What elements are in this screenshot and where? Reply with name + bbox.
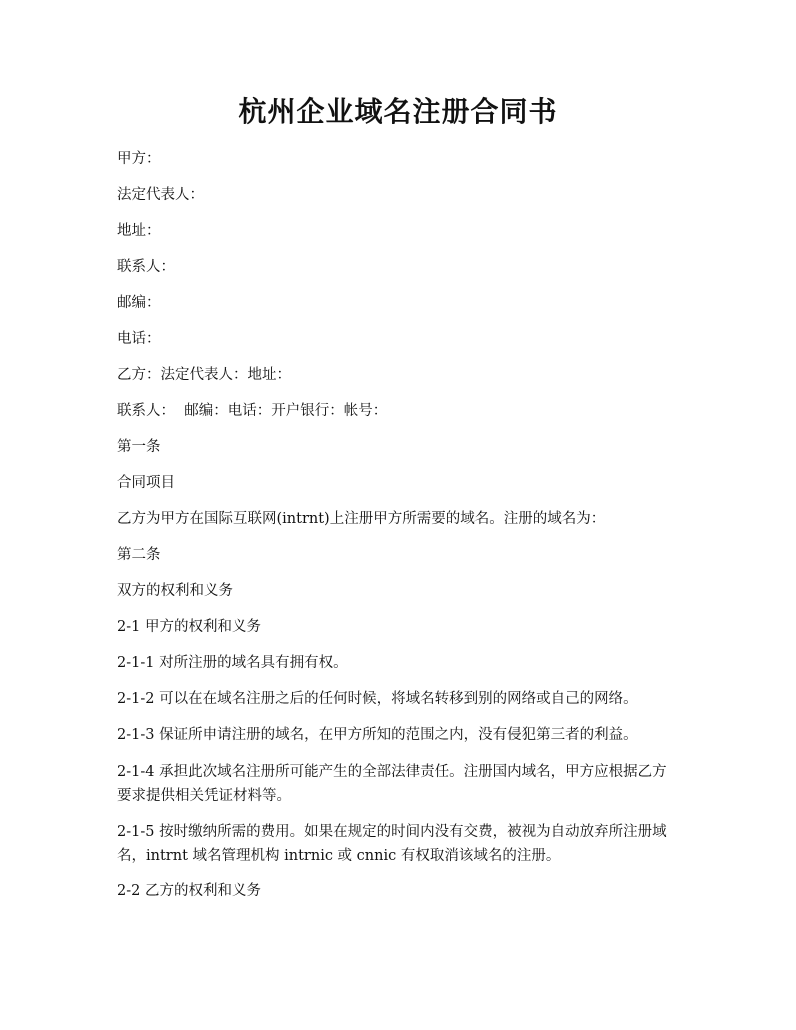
clause-2-1-4: 2-1-4 承担此次域名注册所可能产生的全部法律责任。注册国内域名，甲方应根据乙方要求提供相关凭证材料等。 xyxy=(117,764,667,804)
document-title: 杭州企业域名注册合同书 xyxy=(238,95,558,128)
party-a-phone: 电话： xyxy=(117,331,161,347)
party-a-postcode: 邮编： xyxy=(117,295,161,311)
clause-2-1-1: 2-1-1 对所注册的域名具有拥有权。 xyxy=(117,655,348,671)
party-a-label: 甲方： xyxy=(117,151,161,167)
party-a-address: 地址： xyxy=(117,223,161,239)
clause-2-1-3: 2-1-3 保证所申请注册的域名，在甲方所知的范围之内，没有侵犯第三者的利益。 xyxy=(117,727,638,743)
article-2-heading: 第二条 xyxy=(117,547,161,563)
party-a-legal-rep: 法定代表人： xyxy=(117,187,204,203)
document-body xyxy=(117,148,679,916)
article-1-heading: 第一条 xyxy=(117,439,161,455)
clause-2-1-5: 2-1-5 按时缴纳所需的费用。如果在规定的时间内没有交费，被视为自动放弃所注册域名，intrnt 域名管理机构 intrnic 或 cnnic 有权取消该域名的注册。 xyxy=(117,824,667,864)
article-2-title: 双方的权利和义务 xyxy=(117,583,233,599)
article-1-title: 合同项目 xyxy=(117,475,175,491)
clause-2-2: 2-2 乙方的权利和义务 xyxy=(117,883,261,899)
party-b-line-1: 乙方：法定代表人：地址： xyxy=(117,367,291,383)
party-b-line-2: 联系人： 邮编：电话：开户银行：帐号： xyxy=(117,403,388,419)
party-a-contact: 联系人： xyxy=(117,259,175,275)
clause-2-1-2: 2-1-2 可以在在域名注册之后的任何时候，将域名转移到别的网络或自己的网络。 xyxy=(117,691,638,707)
clause-2-1: 2-1 甲方的权利和义务 xyxy=(117,619,261,635)
article-1-text: 乙方为甲方在国际互联网(intrnt)上注册甲方所需要的域名。注册的域名为： xyxy=(117,511,606,527)
